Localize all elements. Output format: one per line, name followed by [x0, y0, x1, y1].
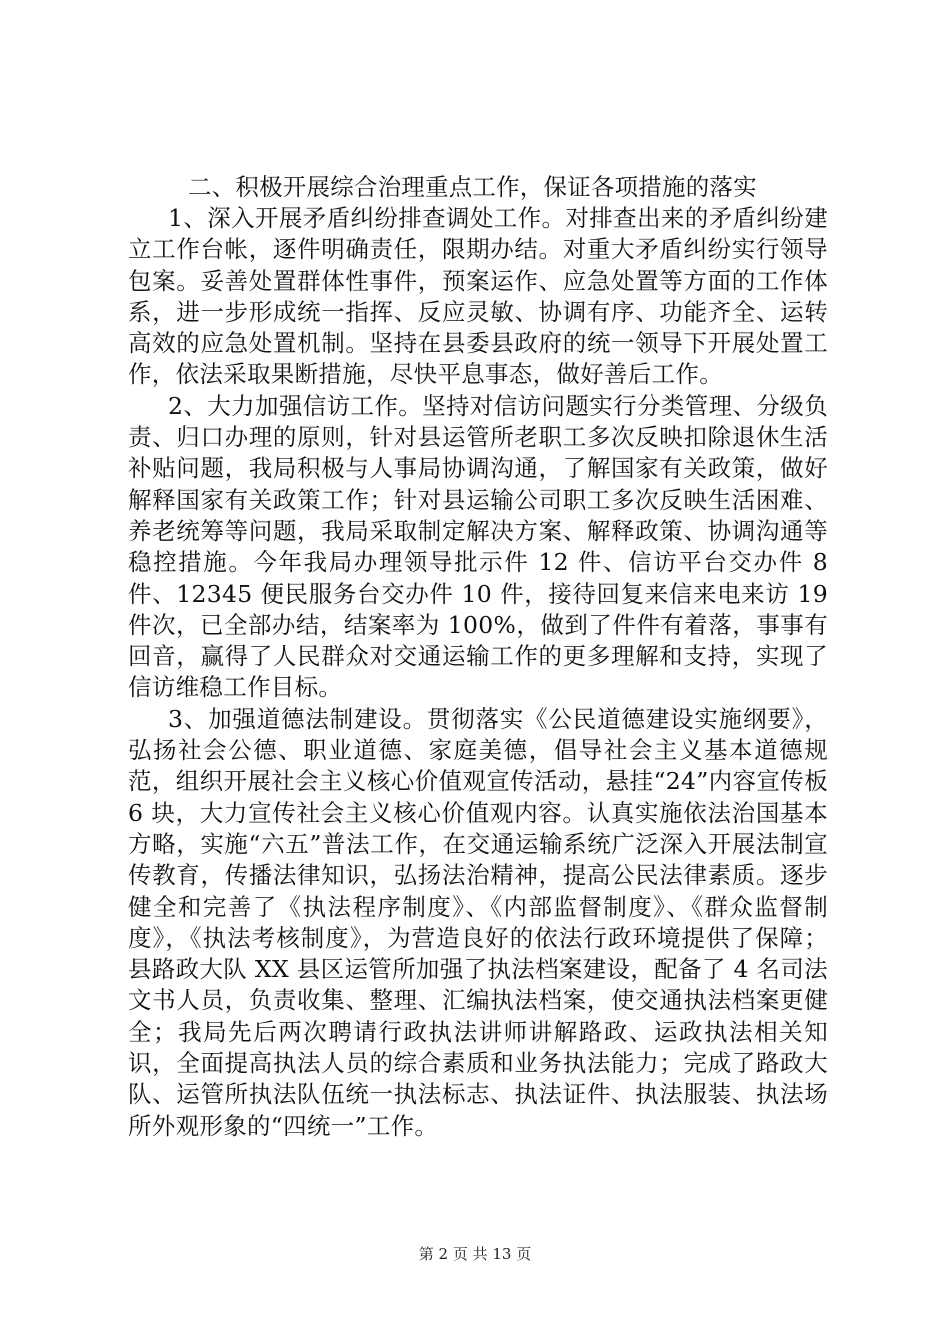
page-number-footer: 第 2 页 共 13 页: [418, 1245, 532, 1263]
document-body: [128, 172, 828, 1142]
paragraph-petition-work: 2、大力加强信访工作。坚持对信访问题实行分类管理、分级负责、归口办理的原则，针对县运管所老职工多次反映扣除退休生活补贴问题，我局积极与人事局协调沟通，了解国家有关政策，做好解释国家有关政策工作；针对县运输公司职工多次反映生活困难、养老统筹等问题，我局采取制定解决方案、解释政策、协调沟通等稳控措施。今年我局办理领导批示件 12 件、信访平台交办件 8 件、12345 便民服务台交办件 10 件，接待回复来信来电来访 19 件次，已全部办结，结案率为 100%，做到了件件有着落，事事有回音，赢得了人民群众对交通运输工作的更多理解和支持，实现了信访维稳工作目标。: [128, 391, 828, 702]
section-heading: 二、积极开展综合治理重点工作，保证各项措施的落实: [188, 173, 757, 201]
paragraph-morality-legal: 3、加强道德法制建设。贯彻落实《公民道德建设实施纲要》，弘扬社会公德、职业道德、家庭美德，倡导社会主义基本道德规范，组织开展社会主义核心价值观宣传活动，悬挂“24”内容宣传板 6 块，大力宣传社会主义核心价值观内容。认真实施依法治国基本方略，实施“六五”普法工作，在交通运输系统广泛深入开展法制宣传教育，传播法律知识，弘扬法治精神，提高公民法律素质。逐步健全和完善了《执法程序制度》、《内部监督制度》、《群众监督制度》，《执法考核制度》，为营造良好的依法行政环境提供了保障；县路政大队 XX 县区运管所加强了执法档案建设，配备了 4 名司法文书人员，负责收集、整理、汇编执法档案，使交通执法档案更健全；我局先后两次聘请行政执法讲师讲解路政、运政执法相关知识，全面提高执法人员的综合素质和业务执法能力；完成了路政大队、运管所执法队伍统一执法标志、执法证件、执法服装、执法场所外观形象的“四统一”工作。: [128, 704, 828, 1140]
paragraph-dispute-mediation: 1、深入开展矛盾纠纷排查调处工作。对排查出来的矛盾纠纷建立工作台帐，逐件明确责任，限期办结。对重大矛盾纠纷实行领导包案。妥善处置群体性事件，预案运作、应急处置等方面的工作体系，进一步形成统一指挥、反应灵敏、协调有序、功能齐全、运转高效的应急处置机制。坚持在县委县政府的统一领导下开展处置工作，依法采取果断措施，尽快平息事态，做好善后工作。: [128, 204, 828, 389]
